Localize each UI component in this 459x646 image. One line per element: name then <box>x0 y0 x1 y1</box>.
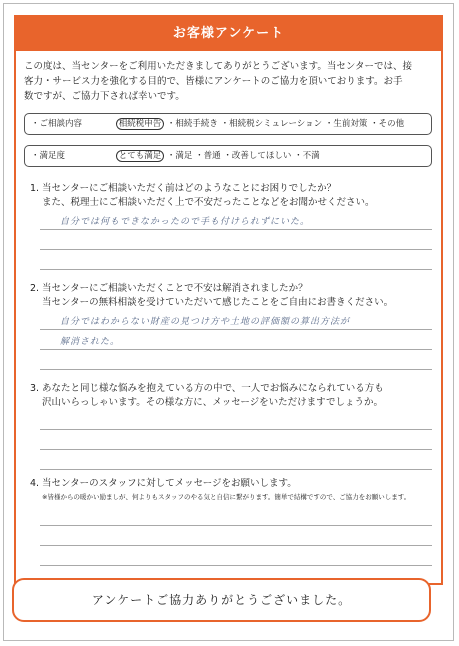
answer-line[interactable] <box>40 349 432 350</box>
question-text: また、税理士にご相談いただく上で不安だったことなどをお聞かせください。 <box>42 197 375 208</box>
question-text: 当センターのスタッフに対してメッセージをお願いします。 <box>42 478 297 489</box>
answer-line[interactable] <box>40 249 432 250</box>
answer-1-handwriting: 自分では何もできなかったので手も付けられずにいた。 <box>60 217 311 227</box>
satisfaction-option[interactable]: ・普通 <box>195 151 221 161</box>
satisfaction-option[interactable]: ・満足 <box>166 151 193 161</box>
intro-text <box>24 59 434 104</box>
question-number: 1. <box>30 183 40 194</box>
satisfaction-option-selected[interactable]: とても満足 <box>116 150 165 162</box>
answer-line[interactable] <box>40 369 432 370</box>
question-text: 沢山いらっしゃいます。その様な方に、メッセージをいただけますでしょうか。 <box>42 397 383 408</box>
answer-line[interactable] <box>40 229 432 230</box>
consultation-option[interactable]: ・相続手続き <box>166 119 218 129</box>
question-3 <box>30 382 430 410</box>
answer-line[interactable] <box>40 565 432 566</box>
satisfaction-option[interactable]: ・改善してほしい <box>223 151 292 161</box>
intro-line: この度は、当センターをご利用いただきましてありがとうございます。当センターでは、接 <box>24 61 412 72</box>
consultation-option[interactable]: ・相続税シミュレーション <box>220 119 323 129</box>
consultation-option[interactable]: ・その他 <box>370 119 405 129</box>
consultation-option[interactable]: ・生前対策 <box>324 119 368 129</box>
question-4 <box>30 477 430 503</box>
answer-line[interactable] <box>40 525 432 526</box>
question-1 <box>30 182 430 210</box>
intro-line: 数ですが、ご協力下されば幸いです。 <box>24 91 185 102</box>
answer-line[interactable] <box>40 329 432 330</box>
question-text: 当センターにご相談いただくことで不安は解消されましたか？ <box>42 283 308 294</box>
survey-title: お客様アンケート <box>16 17 441 51</box>
question-text: 当センターの無料相談を受けていただいて感じたことをご自由にお書きください。 <box>42 297 394 308</box>
question-text: 当センターにご相談いただく前はどのようなことにお困りでしたか？ <box>42 183 337 194</box>
intro-line: 客力・サービス力を強化する目的で、皆様にアンケートのご協力を頂いております。お手 <box>24 76 403 87</box>
answer-line[interactable] <box>40 269 432 270</box>
question-note: ※皆様からの暖かい励ましが、何よりもスタッフのやる気と自信に繋がります。簡単で結構ですので、ご協力をお願いします。 <box>42 493 411 501</box>
question-2 <box>30 282 430 310</box>
answer-line[interactable] <box>40 469 432 470</box>
consultation-label: ・ご相談内容 <box>31 119 83 129</box>
question-text: あなたと同じ様な悩みを抱えている方の中で、一人でお悩みになられている方も <box>42 383 384 394</box>
answer-line[interactable] <box>40 545 432 546</box>
survey-card <box>14 15 443 585</box>
question-number: 2. <box>30 283 40 294</box>
answer-2-handwriting: 解消された。 <box>60 337 121 347</box>
answer-2-handwriting: 自分ではわからない財産の見つけ方や土地の評価額の算出方法が <box>60 317 351 327</box>
answer-line[interactable] <box>40 429 432 430</box>
consultation-option-selected[interactable]: 相続税申告 <box>116 118 165 130</box>
answer-line[interactable] <box>40 449 432 450</box>
question-number: 3. <box>30 383 40 394</box>
question-number: 4. <box>30 478 40 489</box>
satisfaction-box <box>24 145 432 167</box>
consultation-box <box>24 113 432 135</box>
thanks-banner: アンケートご協力ありがとうございました。 <box>12 578 431 622</box>
satisfaction-label: ・満足度 <box>31 151 66 161</box>
satisfaction-option[interactable]: ・不満 <box>294 151 320 161</box>
